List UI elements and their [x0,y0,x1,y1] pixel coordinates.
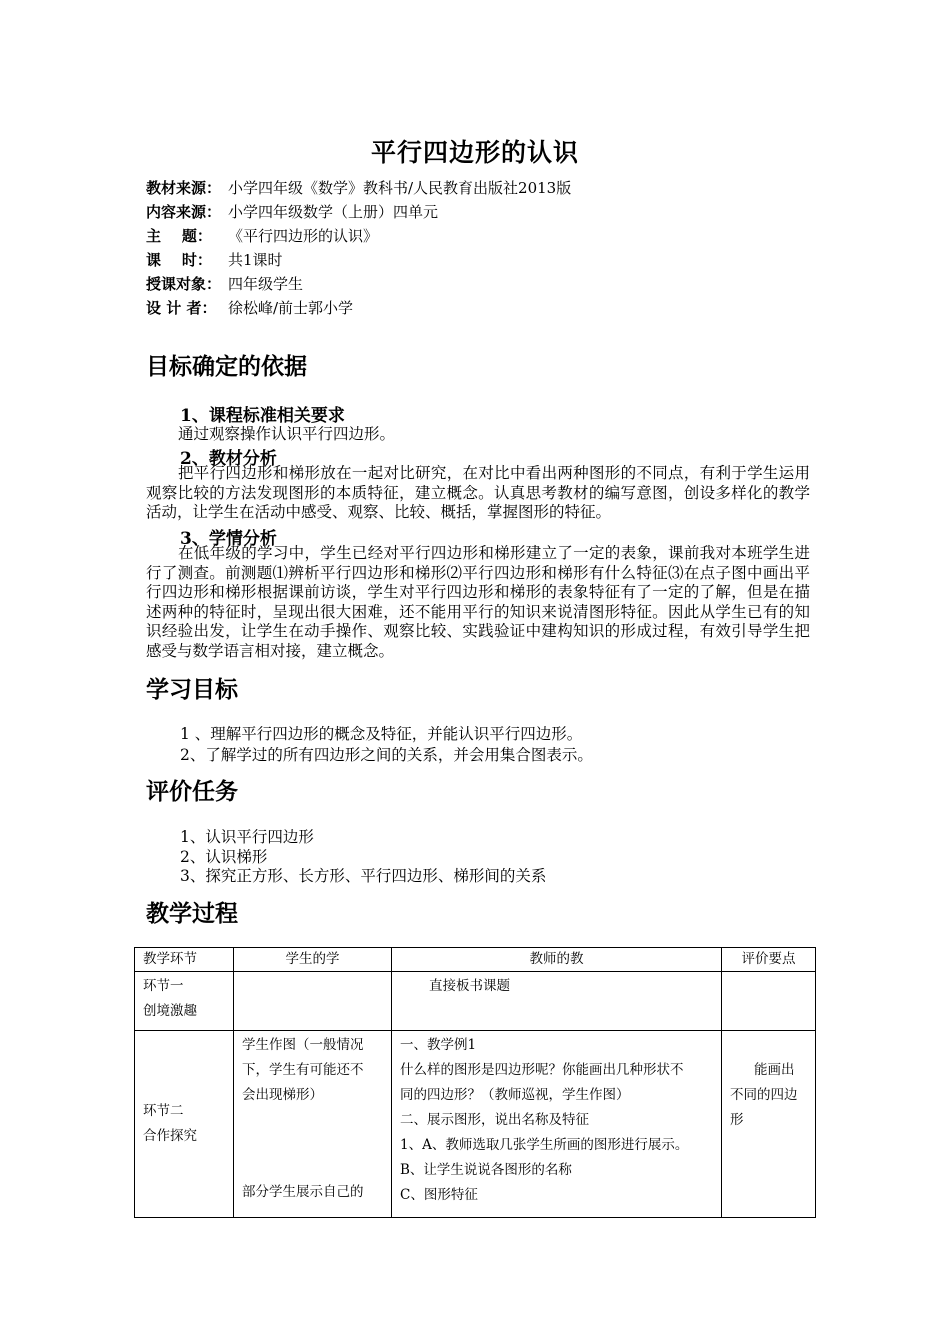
header-cell: 教学环节 [135,948,234,972]
goal-item-2: 2、了解学过的所有四边形之间的关系，并会用集合图表示。 [180,746,593,764]
meta-label: 授课对象： [146,275,222,293]
meta-label: 课 时： [146,251,212,269]
teacher-cell [392,1031,722,1218]
teacher-text-line: B、让学生说说各图形的名称 [400,1162,572,1178]
subheading-student-analysis: 3、学情分析 [180,529,277,549]
teaching-process-table [134,947,816,1218]
meta-value: 徐松峰/前士郭小学 [228,299,354,317]
student-text-line: 部分学生展示自己的 [242,1184,364,1200]
meta-value: 小学四年级数学（上册）四单元 [228,203,439,221]
meta-row-hours [146,248,571,272]
eval-cell [722,972,816,1031]
section-heading-process: 教学过程 [146,900,238,927]
stage-name: 创境激趣 [143,1003,197,1019]
section-heading-basis: 目标确定的依据 [146,353,307,380]
table-row [135,972,816,1031]
paragraph-textbook: 把平行四边形和梯形放在一起对比研究，在对比中看出两种图形的不同点，有利于学生运用观察比较的方法发现图形的本质特征，建立概念。认真思考教材的编写意图，创设多样化的教学活动，让学生在活动中感受、观察、比较、概括，掌握图形的特征。 [146,464,810,521]
teacher-text-line: C、图形特征 [400,1187,478,1203]
teacher-text-line: 1、A、教师选取几张学生所画的图形进行展示。 [400,1137,689,1153]
meta-label: 设 计 者： [146,299,217,317]
student-text-line: 会出现梯形） [242,1087,323,1103]
stage-number: 环节二 [143,1103,184,1119]
meta-value: 《平行四边形的认识》 [228,227,379,245]
eval-text-line: 能画出 [754,1062,795,1078]
subheading-curriculum: 1、课程标准相关要求 [180,406,345,426]
meta-value: 小学四年级《数学》教科书/人民教育出版社2013版 [228,179,572,197]
teacher-cell: 直接板书课题 [392,972,722,1031]
stage-cell [135,972,234,1031]
meta-row-designer [146,296,571,320]
teacher-text-line: 同的四边形？（教师巡视，学生作图） [400,1087,630,1103]
header-cell: 学生的学 [234,948,392,972]
student-cell [234,972,392,1031]
paragraph-student-analysis: 在低年级的学习中，学生已经对平行四边形和梯形建立了一定的表象，课前我对本班学生进行了测查。前测题⑴辨析平行四边形和梯形⑵平行四边形和梯形有什么特征⑶在点子图中画出平行四边形和梯形根据课前访谈，学生对平行四边形和梯形的表象特征有了一定的了解，但是在描述两种的特征时，呈现出很大困难，还不能用平行的知识来说清图形特征。因此从学生已有的知识经验出发，让学生在动手操作、观察比较、实践验证中建构知识的形成过程，有效引导学生把感受与数学语言相对接，建立概念。 [146,544,810,660]
eval-text-line: 不同的四边 [730,1087,798,1103]
eval-task-3: 3、探究正方形、长方形、平行四边形、梯形间的关系 [180,867,547,885]
meta-label: 教材来源： [146,179,222,197]
student-text-line: 学生作图（一般情况 [242,1037,364,1053]
meta-row-content [146,200,571,224]
teacher-text-line: 什么样的图形是四边形呢？你能画出几种形状不 [400,1062,684,1078]
eval-task-2: 2、认识梯形 [180,848,268,866]
stage-name: 合作探究 [143,1128,197,1144]
stage-cell [135,1031,234,1218]
table-row [135,1031,816,1218]
subheading-textbook: 2、教材分析 [180,449,277,469]
meta-row-audience [146,272,571,296]
meta-label: 主 题： [146,227,212,245]
header-cell: 教师的教 [392,948,722,972]
eval-cell [722,1031,816,1218]
goal-item-1: 1 、理解平行四边形的概念及特征，并能认识平行四边形。 [180,725,583,743]
header-cell: 评价要点 [722,948,816,972]
student-cell [234,1031,392,1218]
meta-value: 共1课时 [228,251,283,269]
meta-info [146,176,571,320]
teacher-text-line: 一、教学例1 [400,1037,477,1053]
meta-label: 内容来源： [146,203,222,221]
paragraph-curriculum: 通过观察操作认识平行四边形。 [178,425,396,443]
student-text-line: 下，学生有可能还不 [242,1062,364,1078]
eval-text-line: 形 [730,1112,744,1128]
meta-value: 四年级学生 [228,275,304,293]
section-heading-goals: 学习目标 [146,676,238,703]
document-title: 平行四边形的认识 [370,138,579,167]
meta-row-topic [146,224,571,248]
teacher-text-line: 二、展示图形，说出名称及特征 [400,1112,589,1128]
eval-task-1: 1、认识平行四边形 [180,828,314,846]
meta-row-source [146,176,571,200]
stage-number: 环节一 [143,978,184,994]
section-heading-evaluation: 评价任务 [146,778,238,805]
table-header-row [135,948,816,972]
